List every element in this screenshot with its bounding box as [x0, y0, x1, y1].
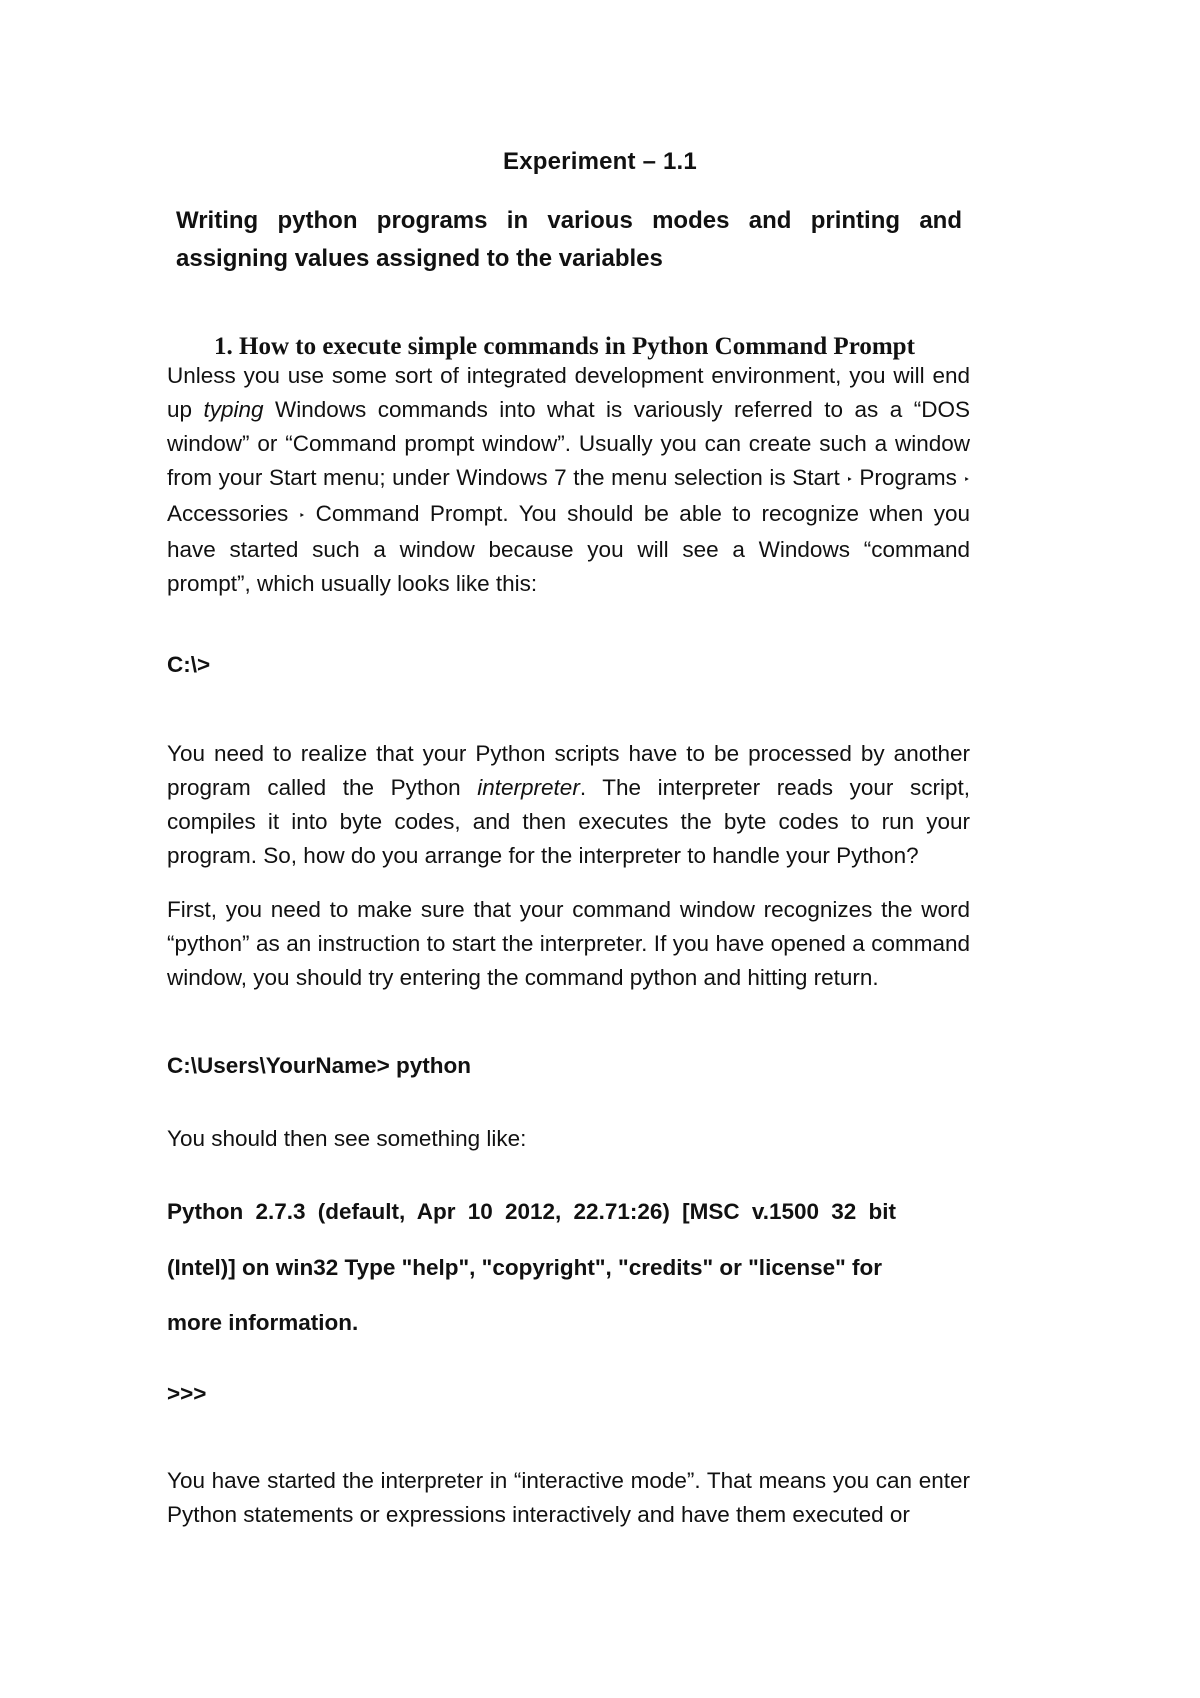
first-steps-paragraph: First, you need to make sure that your command window recognizes the word “python” as an instruction to start the interpreter. If you have opened a command window, you should try entering the command python and hitting return. — [167, 897, 970, 990]
repl-prompt: >>> — [167, 1381, 207, 1406]
interpreter-text-1: You need to realize that your Python scripts have to be processed by another program called the Python — [167, 741, 970, 800]
python-banner-line-2: (Intel)] on win32 Type "help", "copyright", "credits" or "license" for — [167, 1255, 883, 1280]
menu-arrow-icon: ‣ — [846, 474, 853, 486]
interactive-mode-paragraph: You have started the interpreter in “interactive mode”. That means you can enter Python statements or expressions interactively and have them executed or — [167, 1468, 970, 1527]
python-banner-line-1: Python 2.7.3 (default, Apr 10 2012, 22.71:26) [MSC v.1500 32 bit — [167, 1199, 897, 1224]
experiment-subtitle: Writing python programs in various modes and printing and assigning values assigned to the variables — [176, 207, 962, 272]
page-title: Experiment – 1.1 — [503, 148, 697, 175]
intro-text-2: Windows commands into what is variously referred to as a “DOS window” or “Command prompt window”. Usually you can create such a window from your Start menu; under Windows 7 the menu selection is Start — [167, 397, 971, 490]
intro-text-1: Unless you use some sort of integrated development environment, you will end up — [167, 363, 970, 422]
section-heading: 1. How to execute simple commands in Python Command Prompt — [214, 333, 915, 360]
interpreter-text-2: . The interpreter reads your script, compiles it into byte codes, and then executes the byte codes to run your program. So, how do you arrange for the interpreter to handle your Python? — [167, 775, 970, 868]
command-prompt-example: C:\> — [167, 652, 211, 677]
interpreter-italic: interpreter — [477, 775, 580, 800]
intro-text-3: Programs — [852, 465, 964, 490]
menu-arrow-icon: ‣ — [963, 474, 971, 486]
intro-italic-typing: typing — [203, 397, 264, 422]
menu-arrow-icon: ‣ — [298, 510, 306, 522]
see-something-line: You should then see something like: — [167, 1126, 527, 1151]
intro-paragraph — [167, 359, 970, 601]
python-banner-line-3: more information. — [167, 1310, 359, 1335]
interpreter-paragraph — [167, 737, 970, 873]
intro-text-4: Accessories — [167, 501, 299, 526]
intro-text-5: Command Prompt. You should be able to recognize when you have started such a window because you will see a Windows “command prompt”, which usually looks like this: — [167, 501, 970, 596]
python-command-example: C:\Users\YourName> python — [167, 1053, 472, 1078]
